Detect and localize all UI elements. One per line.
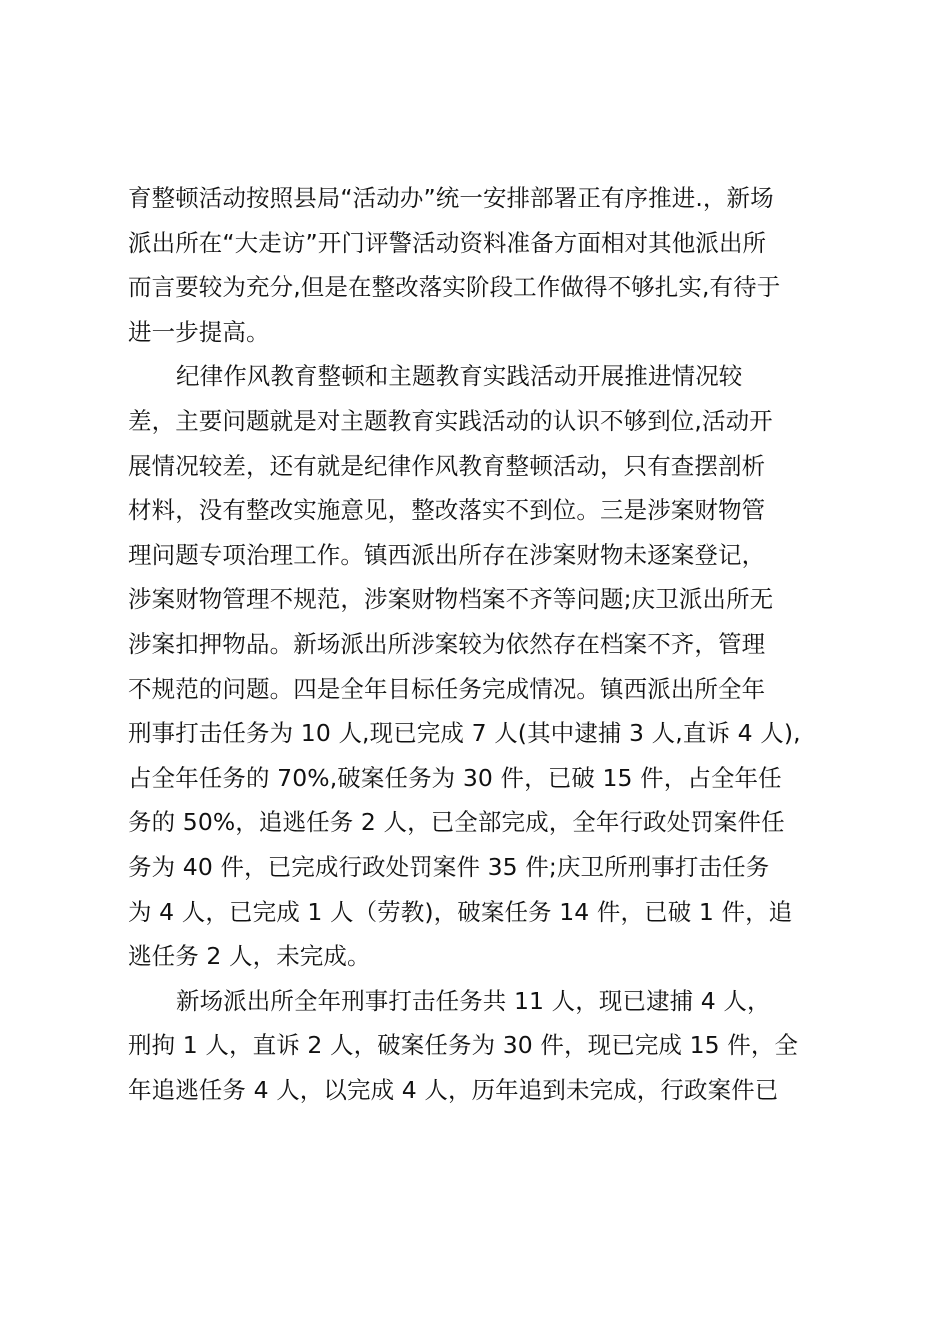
document-body (128, 176, 833, 1112)
text-line: 而言要较为充分,但是在整改落实阶段工作做得不够扎实,有待于 (128, 273, 781, 302)
text-line: 为 4 人，已完成 1 人（劳教)，破案任务 14 件，已破 1 件，追 (128, 897, 793, 926)
text-line: 纪律作风教育整顿和主题教育实践活动开展推进情况较 (176, 362, 743, 391)
text-line: 材料，没有整改实施意见，整改落实不到位。三是涉案财物管 (128, 496, 766, 525)
text-line: 年追逃任务 4 人，以完成 4 人，历年追到未完成，行政案件已 (128, 1075, 779, 1104)
text-line: 理问题专项治理工作。镇西派出所存在涉案财物未逐案登记， (128, 540, 766, 569)
text-line: 派出所在“大走访”开门评警活动资料准备方面相对其他派出所 (128, 228, 767, 257)
text-line: 新场派出所全年刑事打击任务共 11 人，现已逮捕 4 人， (176, 986, 771, 1015)
text-line: 涉案扣押物品。新场派出所涉案较为依然存在档案不齐，管理 (128, 629, 766, 658)
text-line: 育整顿活动按照县局“活动办”统一安排部署正有序推进.，新场 (128, 184, 774, 212)
text-line: 涉案财物管理不规范，涉案财物档案不齐等问题;庆卫派出所无 (128, 585, 774, 614)
text-line: 刑事打击任务为 10 人,现已完成 7 人(其中逮捕 3 人,直诉 4 人), (128, 719, 801, 748)
text-line: 刑拘 1 人，直诉 2 人，破案任务为 30 件，现已完成 15 件，全 (128, 1031, 799, 1060)
text-line: 进一步提高。 (128, 317, 270, 346)
paragraph-2 (128, 354, 833, 978)
text-line: 占全年任务的 70%,破案任务为 30 件，已破 15 件，占全年任 (128, 763, 782, 792)
text-line: 逃任务 2 人，未完成。 (128, 942, 371, 971)
paragraph-1 (128, 176, 833, 354)
text-line: 展情况较差，还有就是纪律作风教育整顿活动，只有查摆剖析 (128, 451, 766, 480)
text-line: 务的 50%，追逃任务 2 人，已全部完成，全年行政处罚案件任 (128, 808, 785, 837)
paragraph-3 (128, 979, 833, 1113)
text-line: 差，主要问题就是对主题教育实践活动的认识不够到位,活动开 (128, 406, 773, 435)
text-line: 务为 40 件，已完成行政处罚案件 35 件;庆卫所刑事打击任务 (128, 852, 770, 881)
text-line: 不规范的问题。四是全年目标任务完成情况。镇西派出所全年 (128, 674, 766, 703)
